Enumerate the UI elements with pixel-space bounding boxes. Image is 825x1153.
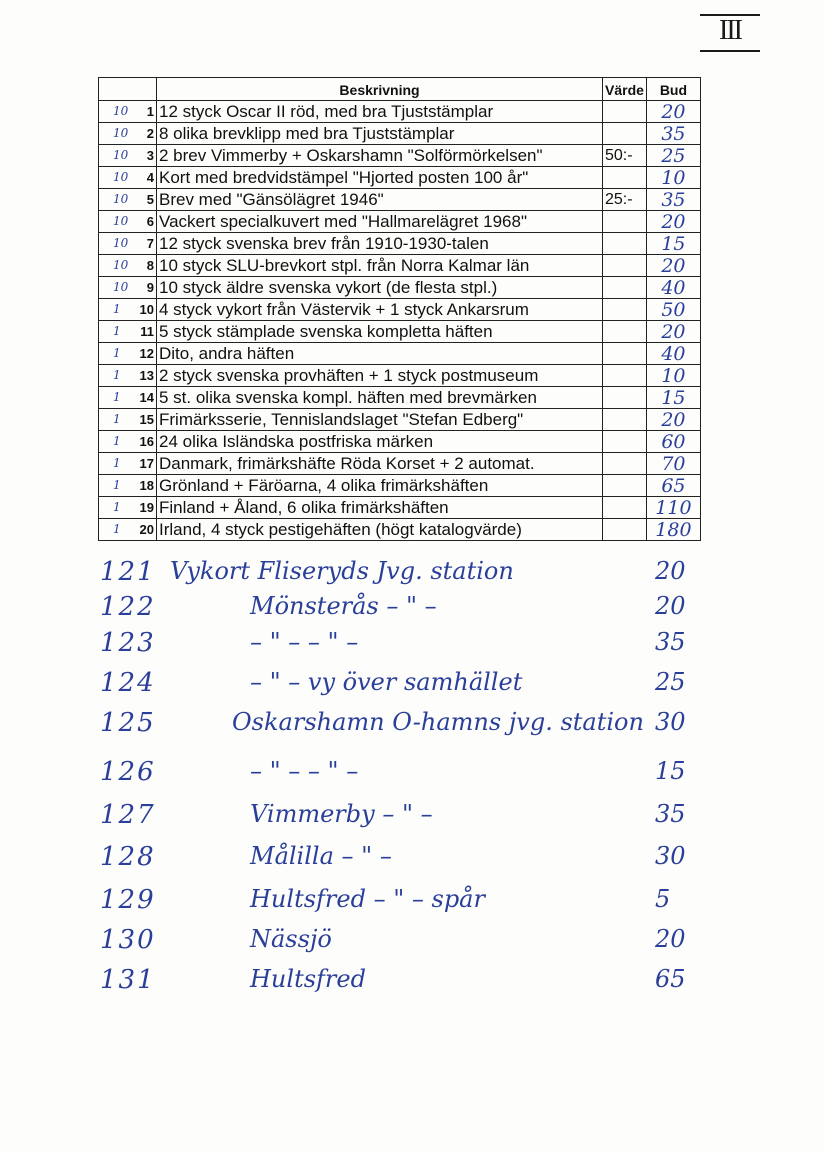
lot-number: 1 bbox=[146, 104, 154, 119]
handwritten-lot-bid: 20 bbox=[655, 557, 686, 585]
lot-bid: 60 bbox=[646, 431, 700, 453]
lot-number-handwritten-prefix: 1 bbox=[113, 522, 121, 536]
lot-description: Dito, andra häften bbox=[157, 343, 603, 365]
lot-number-handwritten-prefix: 10 bbox=[113, 170, 129, 184]
handwritten-lot-description: Vimmerby – " – bbox=[250, 800, 433, 828]
handwritten-lot-description: – " – vy över samhället bbox=[250, 668, 523, 696]
lot-number: 6 bbox=[146, 214, 154, 229]
handwritten-lot-description: Hultsfred – " – spår bbox=[250, 885, 485, 913]
table-row bbox=[99, 343, 701, 365]
lot-number-cell bbox=[99, 299, 157, 321]
handwritten-lot-bid: 25 bbox=[655, 668, 686, 696]
lot-value bbox=[603, 123, 647, 145]
handwritten-lot-number: 124 bbox=[100, 668, 156, 698]
lot-number: 14 bbox=[139, 390, 154, 405]
lot-bid: 20 bbox=[646, 255, 700, 277]
lot-bid: 35 bbox=[646, 189, 700, 211]
table-row bbox=[99, 409, 701, 431]
lot-number-handwritten-prefix: 10 bbox=[113, 236, 129, 250]
lot-value bbox=[603, 299, 647, 321]
lot-number-handwritten-prefix: 1 bbox=[113, 500, 121, 514]
lot-number-cell bbox=[99, 101, 157, 123]
lot-description: 10 styck äldre svenska vykort (de flesta stpl.) bbox=[157, 277, 603, 299]
lot-number: 20 bbox=[139, 522, 154, 537]
lot-value bbox=[603, 519, 647, 541]
lot-table bbox=[98, 77, 701, 541]
lot-description: Frimärksserie, Tennislandslaget "Stefan Edberg" bbox=[157, 409, 603, 431]
table-row bbox=[99, 123, 701, 145]
handwritten-lot-number: 129 bbox=[100, 885, 156, 915]
lot-description: Irland, 4 styck pestigehäften (högt katalogvärde) bbox=[157, 519, 603, 541]
lot-number-handwritten-prefix: 1 bbox=[113, 434, 121, 448]
table-row bbox=[99, 255, 701, 277]
header-value: Värde bbox=[603, 78, 647, 101]
lot-number-cell bbox=[99, 145, 157, 167]
handwritten-lot-description: Mönsterås – " – bbox=[250, 592, 437, 620]
table-row bbox=[99, 365, 701, 387]
lot-number-cell bbox=[99, 519, 157, 541]
lot-number-cell bbox=[99, 365, 157, 387]
lot-number-cell bbox=[99, 211, 157, 233]
lot-bid: 20 bbox=[646, 321, 700, 343]
lot-bid: 20 bbox=[646, 211, 700, 233]
lot-number-cell bbox=[99, 431, 157, 453]
lot-number-cell bbox=[99, 387, 157, 409]
lot-number-handwritten-prefix: 10 bbox=[113, 104, 129, 118]
lot-bid: 110 bbox=[646, 497, 700, 519]
lot-number-cell bbox=[99, 497, 157, 519]
lot-description: 12 styck Oscar II röd, med bra Tjuststämplar bbox=[157, 101, 603, 123]
header-description: Beskrivning bbox=[157, 78, 603, 101]
lot-number: 8 bbox=[146, 258, 154, 273]
handwritten-lot-bid: 15 bbox=[655, 757, 686, 785]
lot-description: 4 styck vykort från Västervik + 1 styck Ankarsrum bbox=[157, 299, 603, 321]
table-row bbox=[99, 453, 701, 475]
header-bid: Bud bbox=[646, 78, 700, 101]
lot-description: Grönland + Färöarna, 4 olika frimärkshäften bbox=[157, 475, 603, 497]
lot-bid: 65 bbox=[646, 475, 700, 497]
lot-number-handwritten-prefix: 1 bbox=[113, 324, 121, 338]
lot-number: 3 bbox=[146, 148, 154, 163]
handwritten-lot-number: 122 bbox=[100, 592, 156, 622]
lot-value bbox=[603, 409, 647, 431]
handwritten-lot-number: 127 bbox=[100, 800, 156, 830]
handwritten-lot-description: Vykort Fliseryds Jvg. station bbox=[170, 557, 514, 585]
table-row bbox=[99, 321, 701, 343]
lot-number: 13 bbox=[139, 368, 154, 383]
lot-number: 5 bbox=[146, 192, 154, 207]
handwritten-lot-number: 131 bbox=[100, 965, 156, 995]
table-row bbox=[99, 101, 701, 123]
lot-number-handwritten-prefix: 1 bbox=[113, 456, 121, 470]
table-row bbox=[99, 497, 701, 519]
lot-number: 10 bbox=[139, 302, 154, 317]
lot-value bbox=[603, 233, 647, 255]
table-row bbox=[99, 299, 701, 321]
lot-value bbox=[603, 365, 647, 387]
lot-description: Vackert specialkuvert med "Hallmarelägret 1968" bbox=[157, 211, 603, 233]
lot-description: Finland + Åland, 6 olika frimärkshäften bbox=[157, 497, 603, 519]
lot-bid: 20 bbox=[646, 409, 700, 431]
lot-number-cell bbox=[99, 343, 157, 365]
lot-value bbox=[603, 255, 647, 277]
lot-bid: 40 bbox=[646, 277, 700, 299]
table-header-row bbox=[99, 78, 701, 101]
lot-value: 50:- bbox=[603, 145, 647, 167]
lot-number-handwritten-prefix: 1 bbox=[113, 302, 121, 316]
lot-number: 17 bbox=[139, 456, 154, 471]
table-row bbox=[99, 167, 701, 189]
lot-number-cell bbox=[99, 453, 157, 475]
table-row bbox=[99, 277, 701, 299]
lot-description: Brev med "Gänsölägret 1946" bbox=[157, 189, 603, 211]
lot-number: 18 bbox=[139, 478, 154, 493]
handwritten-lot-number: 130 bbox=[100, 925, 156, 955]
lot-number: 19 bbox=[139, 500, 154, 515]
handwritten-lot-description: – " – – " – bbox=[250, 628, 359, 656]
lot-number-handwritten-prefix: 1 bbox=[113, 346, 121, 360]
lot-number-cell bbox=[99, 167, 157, 189]
lot-number: 2 bbox=[146, 126, 154, 141]
lot-number-handwritten-prefix: 10 bbox=[113, 192, 129, 206]
lot-description: 2 styck svenska provhäften + 1 styck postmuseum bbox=[157, 365, 603, 387]
lot-value bbox=[603, 101, 647, 123]
page-number: III bbox=[700, 14, 760, 52]
lot-number: 9 bbox=[146, 280, 154, 295]
table-row bbox=[99, 519, 701, 541]
lot-number-handwritten-prefix: 10 bbox=[113, 126, 129, 140]
lot-value bbox=[603, 475, 647, 497]
table-body bbox=[99, 101, 701, 541]
table-row bbox=[99, 431, 701, 453]
lot-description: 24 olika Isländska postfriska märken bbox=[157, 431, 603, 453]
lot-description: Danmark, frimärkshäfte Röda Korset + 2 automat. bbox=[157, 453, 603, 475]
lot-value: 25:- bbox=[603, 189, 647, 211]
lot-value bbox=[603, 453, 647, 475]
handwritten-lot-number: 126 bbox=[100, 757, 156, 787]
lot-description: 10 styck SLU-brevkort stpl. från Norra Kalmar län bbox=[157, 255, 603, 277]
lot-bid: 15 bbox=[646, 387, 700, 409]
lot-number-cell bbox=[99, 255, 157, 277]
handwritten-lot-description: Nässjö bbox=[250, 925, 332, 953]
lot-number-handwritten-prefix: 1 bbox=[113, 478, 121, 492]
handwritten-lot-bid: 30 bbox=[655, 842, 686, 870]
handwritten-lot-bid: 35 bbox=[655, 800, 686, 828]
lot-number-cell bbox=[99, 123, 157, 145]
handwritten-lot-description: Hultsfred bbox=[250, 965, 366, 993]
lot-number-cell bbox=[99, 409, 157, 431]
lot-number: 4 bbox=[146, 170, 154, 185]
lot-number-cell bbox=[99, 233, 157, 255]
lot-number: 7 bbox=[146, 236, 154, 251]
lot-value bbox=[603, 211, 647, 233]
lot-description: 5 styck stämplade svenska kompletta häften bbox=[157, 321, 603, 343]
lot-bid: 40 bbox=[646, 343, 700, 365]
lot-description: 2 brev Vimmerby + Oskarshamn "Solförmörkelsen" bbox=[157, 145, 603, 167]
lot-bid: 10 bbox=[646, 365, 700, 387]
lot-bid: 15 bbox=[646, 233, 700, 255]
lot-number: 11 bbox=[140, 324, 154, 339]
lot-number-handwritten-prefix: 10 bbox=[113, 280, 129, 294]
table-row bbox=[99, 475, 701, 497]
handwritten-lot-number: 121 bbox=[100, 557, 156, 587]
table-row bbox=[99, 387, 701, 409]
lot-number-handwritten-prefix: 10 bbox=[113, 258, 129, 272]
lot-number-handwritten-prefix: 1 bbox=[113, 368, 121, 382]
lot-number-handwritten-prefix: 1 bbox=[113, 390, 121, 404]
lot-bid: 70 bbox=[646, 453, 700, 475]
handwritten-lot-number: 128 bbox=[100, 842, 156, 872]
lot-bid: 35 bbox=[646, 123, 700, 145]
lot-value bbox=[603, 387, 647, 409]
lot-number-handwritten-prefix: 1 bbox=[113, 412, 121, 426]
lot-description: 8 olika brevklipp med bra Tjuststämplar bbox=[157, 123, 603, 145]
handwritten-lot-bid: 30 bbox=[655, 708, 686, 736]
lot-description: Kort med bredvidstämpel "Hjorted posten 100 år" bbox=[157, 167, 603, 189]
lot-value bbox=[603, 497, 647, 519]
table-row bbox=[99, 233, 701, 255]
lot-number-handwritten-prefix: 10 bbox=[113, 214, 129, 228]
lot-number-cell bbox=[99, 475, 157, 497]
header-number bbox=[99, 78, 157, 101]
handwritten-lot-number: 125 bbox=[100, 708, 156, 738]
lot-description: 5 st. olika svenska kompl. häften med brevmärken bbox=[157, 387, 603, 409]
lot-number-cell bbox=[99, 321, 157, 343]
lot-number-handwritten-prefix: 10 bbox=[113, 148, 129, 162]
lot-number-cell bbox=[99, 189, 157, 211]
lot-bid: 50 bbox=[646, 299, 700, 321]
table-row bbox=[99, 211, 701, 233]
lot-bid: 25 bbox=[646, 145, 700, 167]
handwritten-lot-bid: 65 bbox=[655, 965, 686, 993]
lot-bid: 10 bbox=[646, 167, 700, 189]
lot-value bbox=[603, 431, 647, 453]
lot-bid: 20 bbox=[646, 101, 700, 123]
lot-value bbox=[603, 321, 647, 343]
handwritten-lot-description: Målilla – " – bbox=[250, 842, 392, 870]
table-row bbox=[99, 189, 701, 211]
handwritten-lot-number: 123 bbox=[100, 628, 156, 658]
lot-number: 12 bbox=[139, 346, 154, 361]
lot-bid: 180 bbox=[646, 519, 700, 541]
lot-number: 15 bbox=[139, 412, 154, 427]
handwritten-lot-description: Oskarshamn O-hamns jvg. station bbox=[232, 708, 644, 736]
lot-description: 12 styck svenska brev från 1910-1930-talen bbox=[157, 233, 603, 255]
lot-value bbox=[603, 167, 647, 189]
lot-number-cell bbox=[99, 277, 157, 299]
lot-value bbox=[603, 277, 647, 299]
handwritten-lot-bid: 20 bbox=[655, 925, 686, 953]
lot-number: 16 bbox=[139, 434, 154, 449]
handwritten-lot-bid: 5 bbox=[655, 885, 671, 913]
handwritten-lot-bid: 35 bbox=[655, 628, 686, 656]
handwritten-lot-description: – " – – " – bbox=[250, 757, 359, 785]
table-row bbox=[99, 145, 701, 167]
handwritten-lot-bid: 20 bbox=[655, 592, 686, 620]
lot-value bbox=[603, 343, 647, 365]
